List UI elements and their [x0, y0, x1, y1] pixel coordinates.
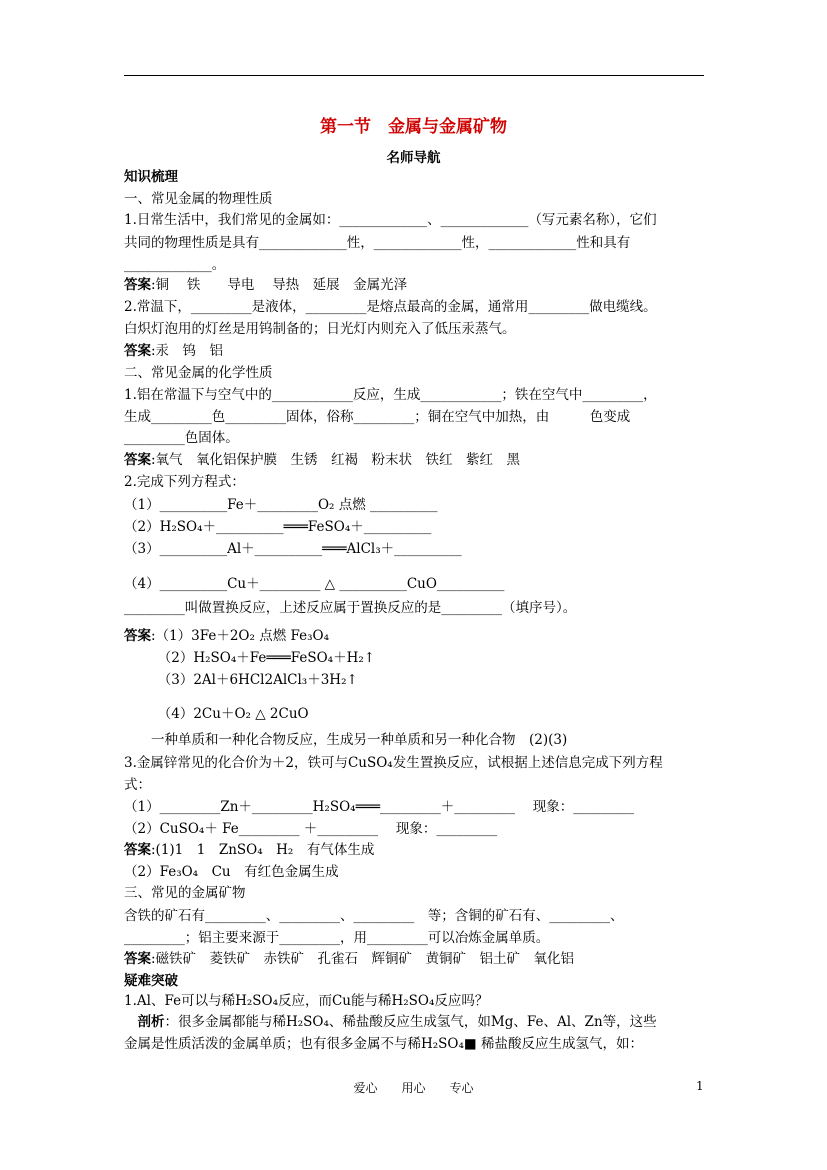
text-line: 答案:磁铁矿 菱铁矿 赤铁矿 孔雀石 辉铜矿 黄铜矿 铝土矿 氧化铝: [124, 951, 575, 967]
text-line: （2）CuSO₄＋ Fe_________ ＋_________ 现象：_________: [124, 821, 498, 837]
text-line: 1.日常生活中，我们常见的金属如：_____________、_____________（写元素名称），它们: [124, 212, 657, 228]
text-line: 疑难突破: [124, 973, 178, 989]
text-line: 一种单质和一种化合物反应，生成另一种单质和另一种化合物 (2)(3): [124, 732, 568, 748]
text-line: _____________。: [124, 257, 226, 273]
text-line: _________叫做置换反应，上述反应属于置换反应的是_________（填序号）。: [124, 600, 577, 616]
text-line: 1.Al、Fe可以与稀H₂SO₄反应，而Cu能与稀H₂SO₄反应吗？: [124, 993, 489, 1009]
text-line: 知识梳理: [124, 169, 178, 185]
text-line: 1.铝在常温下与空气中的____________反应，生成____________；铁在空气中_________，: [124, 387, 657, 403]
footer-text: 爱心 用心 专心: [353, 1081, 474, 1095]
text-line: _________色固体。: [124, 430, 239, 446]
text-line: （3）2Al＋6HCl2AlCl₃＋3H₂↑: [124, 672, 358, 688]
text-line: 答案:（1）3Fe＋2O₂ 点燃 Fe₃O₄: [124, 628, 330, 644]
text-line: 一、常见金属的物理性质: [124, 191, 273, 207]
text-line: 答案:(1)1 1 ZnSO₄ H₂ 有气体生成: [124, 842, 375, 858]
page-title: 第一节 金属与金属矿物: [320, 117, 507, 137]
page-number: 1: [696, 1079, 704, 1093]
text-line: 答案:氧气 氧化铝保护膜 生锈 红褐 粉末状 铁红 紫红 黑: [124, 452, 521, 468]
header-rule: [124, 75, 704, 76]
text-line: 3.金属锌常见的化合价为＋2，铁可与CuSO₄发生置换反应，试根据上述信息完成下列方程: [124, 755, 663, 771]
text-line: 三、常见的金属矿物: [124, 885, 246, 901]
text-line: 剖析：很多金属都能与稀H₂SO₄、稀盐酸反应生成氢气，如Mg、Fe、Al、Zn等，这些: [137, 1014, 657, 1030]
text-line: 答案:铜 铁 导电 导热 延展 金属光泽: [124, 277, 408, 293]
text-line: 答案:汞 钨 铝: [124, 343, 224, 359]
text-line: （2）Fe₃O₄ Cu 有红色金属生成: [124, 864, 339, 880]
text-line: 金属是性质活泼的金属单质；也有很多金属不与稀H₂SO₄■ 稀盐酸反应生成氢气，如：: [124, 1036, 643, 1052]
page-subtitle: 名师导航: [386, 150, 441, 166]
text-line: 生成_________色_________固体，俗称_________；铜在空气中加热，由 色变成: [124, 409, 631, 425]
text-line: 共同的物理性质是具有_____________性，_____________性，_____________性和具有: [124, 235, 631, 251]
text-line: 2.完成下列方程式：: [124, 474, 245, 490]
text-line: （4）2Cu＋O₂ △ 2CuO: [124, 706, 309, 722]
text-line: 含铁的矿石有_________、_________、_________ 等；含铜的矿石有、_________、: [124, 908, 624, 924]
text-line: （4）__________Cu＋_________ △ __________CuO__________: [124, 576, 505, 592]
text-line: 式：: [124, 777, 151, 793]
text-line: （3）__________Al＋__________═══AlCl₃＋__________: [124, 541, 462, 557]
text-line: 2.常温下，_________是液体，_________是熔点最高的金属，通常用_________做电缆线。: [124, 299, 657, 315]
text-line: 白炽灯泡用的灯丝是用钨制备的；日光灯内则充入了低压汞蒸气。: [124, 321, 516, 337]
text-line: （1）__________Fe＋_________O₂ 点燃 __________: [124, 497, 438, 513]
text-line: （2）H₂SO₄＋Fe═══FeSO₄＋H₂↑: [124, 650, 376, 666]
text-line: （1）_________Zn＋_________H₂SO₄═══_________＋_________ 现象：_________: [124, 799, 635, 815]
text-line: 二、常见金属的化学性质: [124, 365, 273, 381]
text-line: _________；铝主要来源于_________，用_________可以冶炼金属单质。: [124, 930, 550, 946]
text-line: （2）H₂SO₄＋__________═══FeSO₄＋__________: [124, 519, 432, 535]
